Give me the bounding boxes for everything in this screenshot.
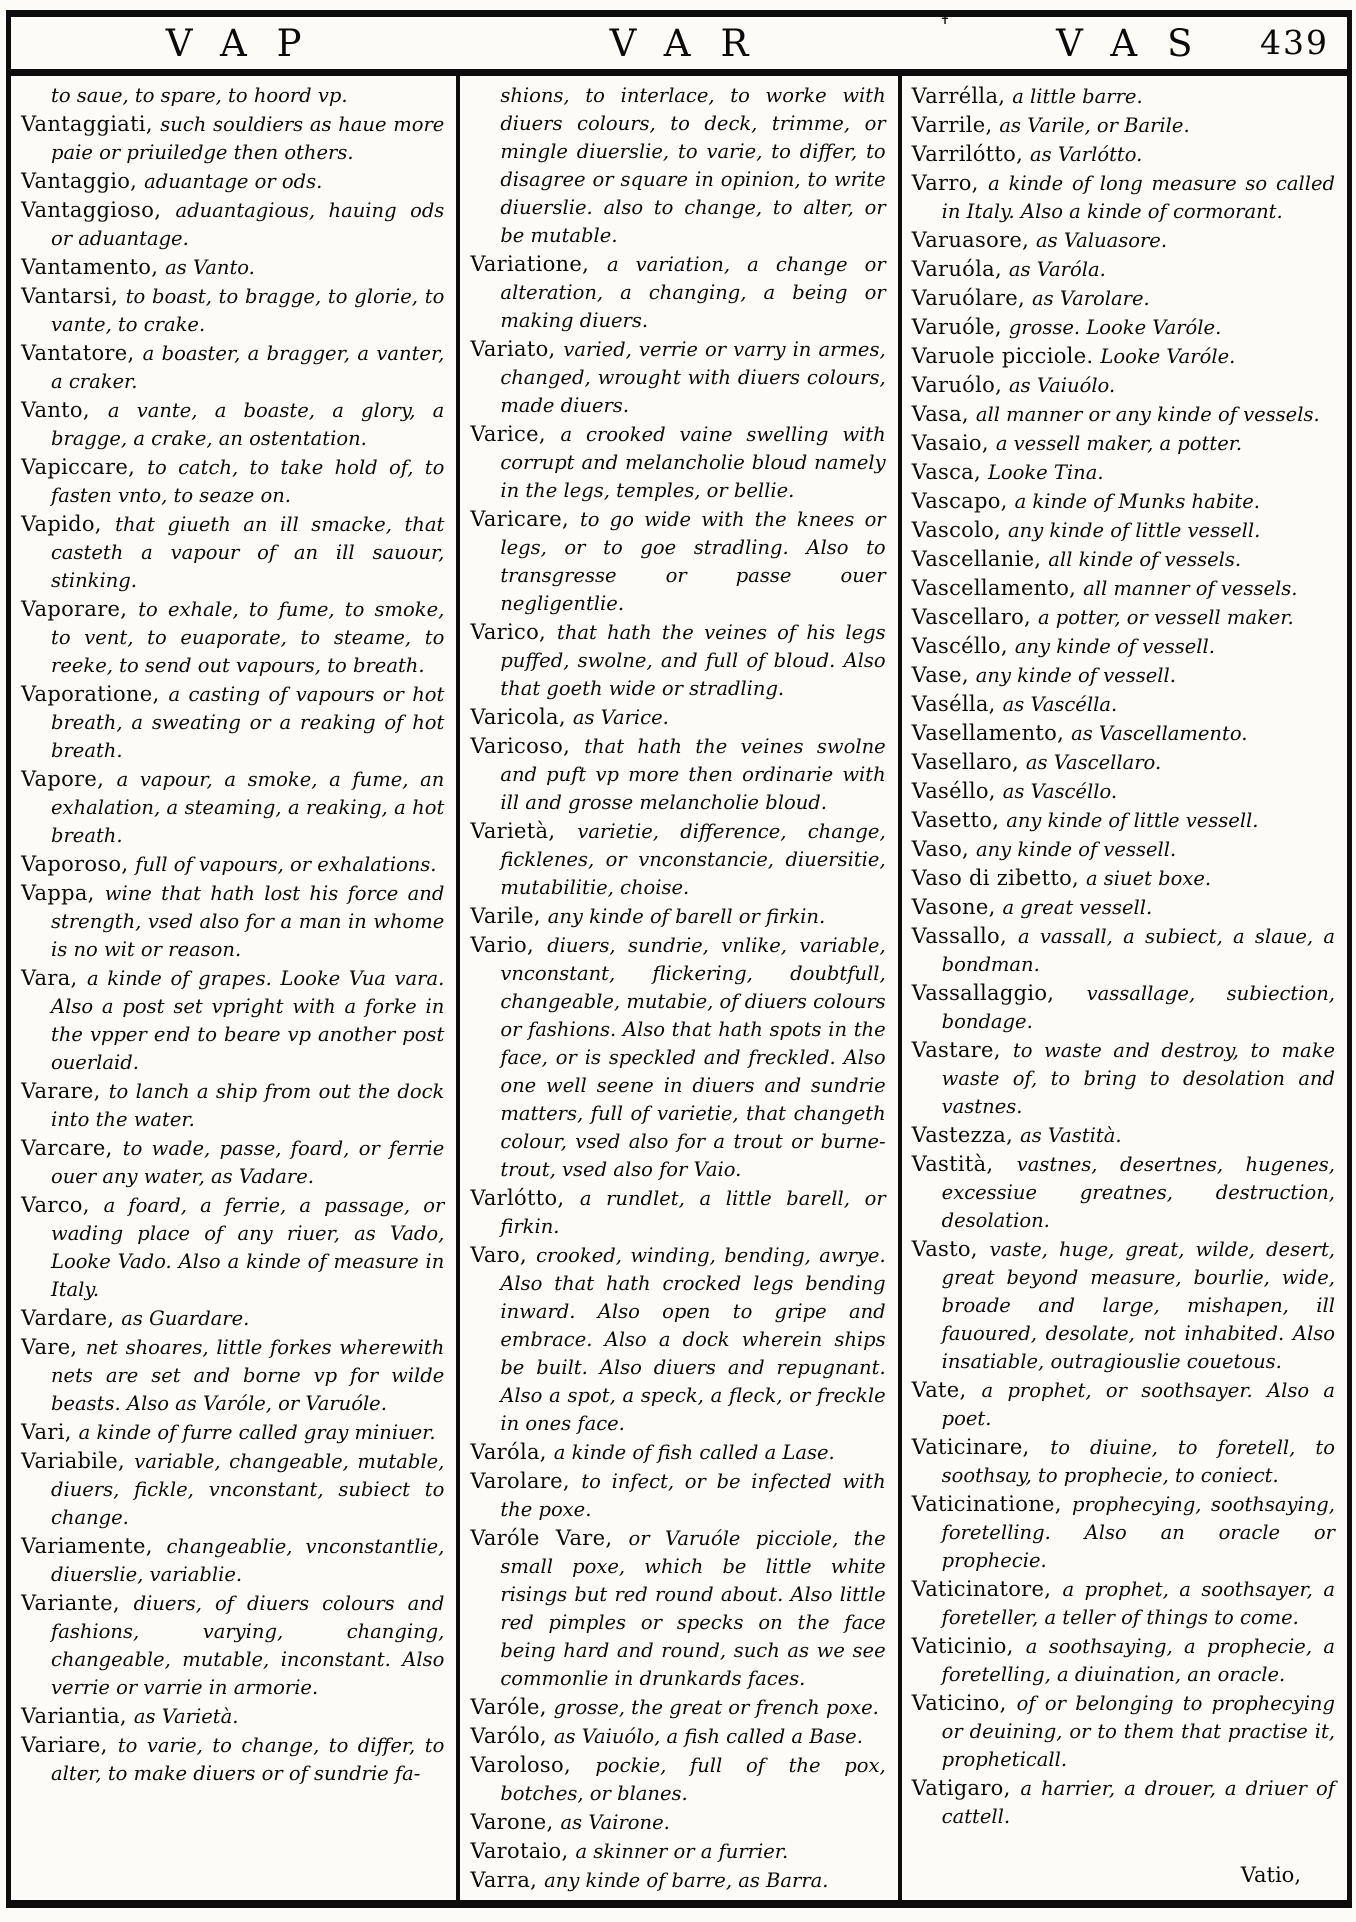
entry-definition: that hath the veines swolne and puft vp more then ordinarie with ill and grosse melancholie bloud.	[500, 735, 886, 814]
entry-definition: wine that hath lost his force and strength, vsed also for a man in whome is no wit or reason.	[51, 882, 445, 961]
dictionary-entry	[21, 339, 444, 396]
dictionary-entry	[470, 335, 885, 420]
entry-headword: Vardare,	[21, 1306, 122, 1330]
text-column	[470, 82, 885, 1895]
entry-definition: to catch, to take hold of, to fasten vnto, to seaze on.	[51, 456, 445, 507]
entry-definition: a kinde of grapes. Looke Vua vara. Also a post set vpright with a forke in the vpper end to beare vp another post ouerlaid.	[51, 967, 445, 1074]
dictionary-entry	[912, 1575, 1335, 1632]
dictionary-entry	[21, 1702, 444, 1731]
dictionary-entry	[912, 371, 1335, 400]
dictionary-entry	[470, 618, 885, 703]
entry-definition: to varie, to change, to differ, to alter, to make diuers or of sundrie fa-	[51, 1734, 445, 1785]
entry-definition: variable, changeable, mutable, diuers, fickle, vnconstant, subiect to change.	[51, 1450, 445, 1529]
dictionary-entry	[470, 1808, 885, 1837]
entry-headword: Vascellaro,	[911, 605, 1038, 629]
entry-definition: such souldiers as haue more paie or priuiledge then others.	[51, 113, 445, 164]
entry-headword: Varóla,	[470, 1440, 554, 1464]
entry-definition: a crooked vaine swelling with corrupt and melancholie bloud namely in the legs, temples, or bellie.	[500, 423, 886, 502]
dictionary-entry	[470, 732, 885, 817]
dictionary-entry	[21, 1731, 444, 1788]
entry-headword: Varicola,	[470, 705, 573, 729]
entry-headword: Variatione,	[470, 252, 607, 276]
dictionary-entry	[912, 864, 1335, 893]
entry-headword: Varcare,	[21, 1136, 123, 1160]
dictionary-entry	[912, 835, 1335, 864]
entry-headword: Vassallo,	[911, 924, 1018, 948]
dictionary-entry	[912, 1490, 1335, 1575]
dictionary-entry	[21, 453, 444, 510]
dictionary-entry	[912, 255, 1335, 284]
entry-definition: a potter, or vessell maker.	[1037, 606, 1294, 629]
entry-definition: all manner or any kinde of vessels.	[975, 403, 1320, 426]
entry-definition: crooked, winding, bending, awrye. Also that hath crocked legs bending inward. Also open to gripe and embrace. Also a dock wherein ships be built. Also diuers and repugnant. Also a spot, a speck, a fleck, or freckle in ones face.	[500, 1244, 886, 1435]
dictionary-entry	[21, 196, 444, 253]
dictionary-entry	[912, 429, 1335, 458]
entry-headword: Vascellamento,	[911, 576, 1084, 600]
entry-definition: a vapour, a smoke, a fume, an exhalation, a steaming, a reaking, a hot breath.	[51, 768, 445, 847]
dictionary-entry	[912, 1235, 1335, 1376]
dictionary-entry	[912, 1632, 1335, 1689]
dictionary-entry	[470, 1438, 885, 1467]
entry-headword: Varice,	[470, 422, 561, 446]
dictionary-entry	[21, 1589, 444, 1702]
entry-definition: Looke Tina.	[987, 461, 1104, 484]
entry-definition: to lanch a ship from out the dock into the water.	[51, 1080, 445, 1131]
dictionary-entry	[21, 282, 444, 339]
entry-headword: Variante,	[21, 1591, 134, 1615]
entry-headword: Vaso di zibetto,	[911, 866, 1086, 890]
entry-definition: as Vanto.	[165, 256, 255, 279]
entry-definition: of or belonging to prophecying or deuining, or to them that practise it, propheticall.	[941, 1692, 1335, 1771]
entry-headword: Vaporoso,	[21, 852, 136, 876]
entry-definition: a siuet boxe.	[1085, 867, 1212, 890]
dictionary-entry	[912, 603, 1335, 632]
entry-definition: as Varietà.	[133, 1705, 239, 1728]
entry-definition: as Varice.	[572, 706, 669, 729]
dictionary-entry	[912, 1433, 1335, 1490]
entry-headword: Vapore,	[21, 767, 117, 791]
dictionary-entry	[21, 110, 444, 167]
entry-headword: Vascolo,	[911, 518, 1009, 542]
entry-headword: Vario,	[470, 933, 548, 957]
header-section-var: VAR	[609, 21, 779, 65]
entry-definition: grosse. Looke Varóle.	[1008, 316, 1222, 339]
entry-definition: as Guardare.	[121, 1307, 250, 1330]
entry-headword: Variato,	[470, 337, 564, 361]
entry-headword: Vasellaro,	[911, 750, 1026, 774]
entry-definition: a harrier, a drouer, a driuer of cattell.	[941, 1777, 1335, 1828]
entry-headword: Varra,	[470, 1868, 545, 1892]
dictionary-entry	[912, 140, 1335, 169]
entry-definition: or Varuóle picciole, the small poxe, which be little white risings but red round about. Also little red pimples or specks on the face being hard and round, such as we see commonlie in drunkards faces.	[500, 1527, 886, 1690]
entry-definition: as Vastità.	[1020, 1124, 1122, 1147]
dictionary-entry	[912, 284, 1335, 313]
entry-definition: full of vapours, or exhalations.	[135, 853, 437, 876]
entry-definition: a vessell maker, a potter.	[995, 432, 1243, 455]
dictionary-entry	[912, 1689, 1335, 1774]
entry-headword: Varuasore,	[911, 228, 1037, 252]
entry-headword: Varuólo,	[911, 373, 1010, 397]
entry-definition: to saue, to spare, to hoord vp.	[51, 84, 348, 107]
dictionary-entry	[21, 1333, 444, 1418]
entry-headword: Vaticino,	[911, 1691, 1017, 1715]
catchword: Vatio,	[1240, 1863, 1301, 1887]
dictionary-entry	[470, 1837, 885, 1866]
dictionary-entry	[470, 420, 885, 505]
dictionary-entry	[470, 505, 885, 618]
entry-definition: as Vascellaro.	[1025, 751, 1162, 774]
dictionary-entry	[912, 1121, 1335, 1150]
entry-definition: a little barre.	[1012, 85, 1143, 108]
dictionary-entry	[470, 902, 885, 931]
entry-definition: a casting of vapours or hot breath, a sweating or a reaking of hot breath.	[51, 683, 445, 762]
entry-headword: Varile,	[470, 904, 548, 928]
entry-headword: Varietà,	[470, 819, 578, 843]
entry-headword: Vase,	[911, 663, 976, 687]
entry-headword: Vantamento,	[21, 255, 166, 279]
entry-definition: a kinde of furre called gray miniuer.	[78, 1421, 436, 1444]
dictionary-entry	[912, 661, 1335, 690]
dictionary-entry	[21, 850, 444, 879]
entry-definition: net shoares, little forkes wherewith nets are set and borne vp for wilde beasts. Also as Varóle, or Varuóle.	[51, 1336, 445, 1415]
dictionary-entry	[21, 1532, 444, 1589]
dictionary-entry	[470, 1524, 885, 1693]
entry-definition: to go wide with the knees or legs, or to goe stradling. Also to transgresse or passe ouer negligentlie.	[500, 508, 886, 615]
entry-headword: Vasa,	[911, 402, 976, 426]
entry-headword: Varrélla,	[911, 84, 1013, 108]
entry-definition: varied, verrie or varry in armes, changed, wrought with diuers colours, made diuers.	[500, 338, 886, 417]
entry-definition: all kinde of vessels.	[1048, 548, 1242, 571]
entry-headword: Vapido,	[21, 512, 116, 536]
entry-definition: diuers, sundrie, vnlike, variable, vnconstant, flickering, doubtfull, changeable, mutabie, of diuers colours or fashions. Also that hath spots in the face, or is speckled and freckled. Also one well seene in diuers and sundrie matters, full of varietie, that changeth colour, vsed also for a trout or burne-trout, vsed also for Vaio.	[500, 934, 886, 1181]
entry-definition: a kinde of long measure so called in Italy. Also a kinde of cormorant.	[941, 172, 1335, 223]
entry-headword: Vaporare,	[21, 597, 139, 621]
entry-definition: any kinde of vessell.	[975, 664, 1176, 687]
entry-definition: as Vascéllo.	[1002, 780, 1118, 803]
dictionary-entry	[470, 1184, 885, 1241]
entry-definition: any kinde of barell or firkin.	[547, 905, 826, 928]
dictionary-entry	[21, 510, 444, 595]
dictionary-entry	[470, 1751, 885, 1808]
entry-headword: Vaséllo,	[911, 779, 1003, 803]
dictionary-entry	[21, 1418, 444, 1447]
dictionary-entry	[21, 396, 444, 453]
entry-headword: Varrilótto,	[911, 142, 1031, 166]
entry-definition: pockie, full of the pox, botches, or blanes.	[500, 1754, 886, 1805]
entry-headword: Varuólare,	[911, 286, 1032, 310]
entry-definition: vastnes, desertnes, hugenes, excessiue greatnes, destruction, desolation.	[941, 1153, 1335, 1232]
dictionary-entry	[912, 806, 1335, 835]
dictionary-entry	[470, 1866, 885, 1895]
page-number: 439	[1260, 23, 1329, 62]
entry-definition: as Vairone.	[560, 1811, 670, 1834]
dictionary-entry	[21, 167, 444, 196]
entry-headword: Varicoso,	[470, 734, 585, 758]
entry-headword: Vaso,	[911, 837, 976, 861]
entry-headword: Varlótto,	[470, 1186, 580, 1210]
entry-definition: grosse, the great or french poxe.	[553, 1696, 879, 1719]
entry-headword: Varolare,	[470, 1469, 582, 1493]
entry-definition: as Vaiuólo.	[1009, 374, 1116, 397]
dictionary-entry	[470, 1241, 885, 1438]
dictionary-entry	[21, 1077, 444, 1134]
dictionary-entry	[21, 253, 444, 282]
entry-definition: to boast, to bragge, to glorie, to vante, to crake.	[51, 285, 445, 336]
entry-headword: Vasélla,	[911, 692, 1003, 716]
entry-headword: Vastezza,	[911, 1123, 1021, 1147]
entry-definition: as Vascellamento.	[1071, 722, 1248, 745]
entry-headword: Varo,	[470, 1243, 537, 1267]
dictionary-entry	[21, 680, 444, 765]
entry-definition: to wade, passe, foard, or ferrie ouer any water, as Vadare.	[51, 1137, 445, 1188]
entry-headword: Varóle Vare,	[470, 1526, 629, 1550]
entry-headword: Vastare,	[911, 1038, 1013, 1062]
dictionary-entry	[470, 703, 885, 732]
entry-headword: Varco,	[21, 1193, 104, 1217]
dictionary-entry	[912, 111, 1335, 140]
entry-definition: aduantagious, hauing ods or aduantage.	[51, 199, 445, 250]
entry-definition: to exhale, to fume, to smoke, to vent, to euaporate, to steame, to reeke, to send out vapours, to breath.	[51, 598, 445, 677]
entry-headword: Vari,	[21, 1420, 79, 1444]
entry-definition: a kinde of Munks habite.	[1014, 490, 1261, 513]
dictionary-entry	[912, 545, 1335, 574]
entry-headword: Vaticinatione,	[911, 1492, 1072, 1516]
entry-headword: Vantaggiati,	[21, 112, 161, 136]
entry-headword: Vanto,	[21, 398, 108, 422]
entry-headword: Vara,	[21, 966, 87, 990]
dictionary-entry	[470, 250, 885, 335]
entry-definition: a prophet, or soothsayer. Also a poet.	[941, 1379, 1335, 1430]
entry-headword: Variamente,	[21, 1534, 167, 1558]
entry-headword: Vasca,	[911, 460, 988, 484]
entry-headword: Varólo,	[470, 1724, 554, 1748]
dictionary-entry	[21, 82, 444, 110]
entry-definition: any kinde of little vessell.	[1008, 519, 1261, 542]
entry-definition: that giueth an ill smacke, that casteth a vapour of an ill sauour, stinking.	[51, 513, 445, 592]
dictionary-entry	[912, 313, 1335, 342]
entry-definition: any kinde of vessell.	[976, 838, 1177, 861]
column-2	[456, 76, 901, 1900]
dictionary-entry	[912, 893, 1335, 922]
entry-headword: Vatigaro,	[911, 1776, 1021, 1800]
entry-headword: Variare,	[21, 1733, 118, 1757]
entry-definition: a variation, a change or alteration, a changing, a being or making diuers.	[500, 253, 886, 332]
running-header	[11, 13, 1347, 76]
dictionary-entry	[912, 1774, 1335, 1831]
entry-definition: vaste, huge, great, wilde, desert, great beyond measure, bourlie, wide, broade and large, mishapen, ill fauoured, desolate, not inhabited. Also insatiable, outragiouslie couetous.	[941, 1238, 1335, 1373]
entry-headword: Variabile,	[21, 1449, 135, 1473]
dictionary-entry	[21, 765, 444, 850]
dictionary-entry	[912, 1036, 1335, 1121]
entry-definition: changeablie, vnconstantlie, diuerslie, variablie.	[51, 1535, 445, 1586]
entry-headword: Vantaggio,	[21, 169, 145, 193]
entry-definition: as Varolare.	[1031, 287, 1150, 310]
entry-headword: Vaticinio,	[911, 1634, 1026, 1658]
entry-headword: Vaticinare,	[911, 1435, 1051, 1459]
entry-headword: Vastità,	[911, 1152, 1017, 1176]
dictionary-entry	[21, 1191, 444, 1304]
printer-mark: ✝	[940, 13, 951, 27]
dictionary-entry	[21, 595, 444, 680]
entry-definition: a rundlet, a little barell, or firkin.	[500, 1187, 886, 1238]
entry-definition: a prophet, a soothsayer, a foreteller, a teller of things to come.	[941, 1578, 1335, 1629]
entry-headword: Vantarsi,	[21, 284, 126, 308]
dictionary-entry	[21, 964, 444, 1077]
dictionary-entry	[912, 922, 1335, 979]
dictionary-entry	[470, 1722, 885, 1751]
entry-definition: a kinde of fish called a Lase.	[553, 1441, 835, 1464]
entry-headword: Vappa,	[21, 881, 105, 905]
entry-definition: as Varóla.	[1008, 258, 1106, 281]
entry-definition: a foard, a ferrie, a passage, or wading place of any riuer, as Vado, Looke Vado. Also a kinde of measure in Italy.	[51, 1194, 445, 1301]
dictionary-entry	[470, 82, 885, 250]
dictionary-entry	[912, 226, 1335, 255]
entry-definition: Looke Varóle.	[1100, 345, 1236, 368]
dictionary-entry	[470, 1693, 885, 1722]
entry-definition: a soothsaying, a prophecie, a foretelling, a diuination, an oracle.	[941, 1635, 1335, 1686]
header-section-vas: VAS	[1056, 21, 1223, 65]
entry-definition: a boaster, a bragger, a vanter, a craker.	[51, 342, 445, 393]
dictionary-entry	[912, 516, 1335, 545]
entry-headword: Varoloso,	[470, 1753, 596, 1777]
entry-headword: Vascapo,	[911, 489, 1015, 513]
entry-headword: Vasaio,	[911, 431, 996, 455]
dictionary-entry	[21, 1134, 444, 1191]
dictionary-entry	[912, 169, 1335, 226]
entry-definition: to infect, or be infected with the poxe.	[500, 1470, 886, 1521]
entry-headword: Vantaggioso,	[21, 198, 176, 222]
entry-definition: a skinner or a furrier.	[575, 1840, 789, 1863]
dictionary-entry	[912, 400, 1335, 429]
entry-definition: all manner of vessels.	[1083, 577, 1298, 600]
dictionary-entry	[912, 719, 1335, 748]
entry-definition: that hath the veines of his legs puffed, swolne, and full of bloud. Also that goeth wide or stradling.	[500, 621, 886, 700]
entry-headword: Vasellamento,	[911, 721, 1072, 745]
entry-headword: Varuole picciole.	[911, 344, 1101, 368]
dictionary-entry	[21, 879, 444, 964]
entry-headword: Vasetto,	[911, 808, 1007, 832]
entry-definition: any kinde of vessell.	[1014, 635, 1215, 658]
entry-headword: Vascéllo,	[911, 634, 1015, 658]
entry-headword: Vasone,	[911, 895, 1003, 919]
column-3	[902, 76, 1347, 1900]
dictionary-entry	[470, 1467, 885, 1524]
entry-headword: Vantatore,	[21, 341, 143, 365]
entry-headword: Vare,	[21, 1335, 86, 1359]
dictionary-entry	[912, 632, 1335, 661]
dictionary-entry	[912, 458, 1335, 487]
dictionary-entry	[21, 1304, 444, 1333]
entry-definition: a great vessell.	[1002, 896, 1153, 919]
page-body	[11, 76, 1347, 1900]
entry-definition: to waste and destroy, to make waste of, to bring to desolation and vastnes.	[941, 1039, 1335, 1118]
entry-definition: as Vaiuólo, a fish called a Base.	[553, 1725, 863, 1748]
dictionary-entry	[912, 777, 1335, 806]
dictionary-entry	[470, 817, 885, 902]
entry-definition: as Varile, or Barile.	[999, 114, 1190, 137]
dictionary-entry	[912, 82, 1335, 111]
entry-headword: Vassallaggio,	[911, 981, 1087, 1005]
entry-headword: Varuóla,	[911, 257, 1009, 281]
entry-headword: Vascellanie,	[911, 547, 1049, 571]
entry-headword: Varuóle,	[911, 315, 1009, 339]
dictionary-entry	[912, 342, 1335, 371]
entry-headword: Varóle,	[470, 1695, 554, 1719]
entry-headword: Vasto,	[911, 1237, 990, 1261]
entry-headword: Varrile,	[911, 113, 1000, 137]
entry-definition: a vante, a boaste, a glory, a bragge, a crake, an ostentation.	[51, 399, 445, 450]
entry-definition: shions, to interlace, to worke with diuers colours, to deck, trimme, or mingle diuerslie, to varie, to differ, to disagree or square in opinion, to write diuerslie. also to change, to alter, or be mutable.	[500, 84, 886, 247]
header-section-vap: VAP	[165, 21, 332, 65]
text-column	[21, 82, 444, 1788]
entry-headword: Varotaio,	[470, 1839, 576, 1863]
dictionary-entry	[912, 690, 1335, 719]
entry-definition: diuers, of diuers colours and fashions, varying, changing, changeable, mutable, inconstant. Also verrie or varrie in armorie.	[51, 1592, 445, 1699]
entry-headword: Varico,	[470, 620, 558, 644]
entry-definition: vassallage, subiection, bondage.	[941, 982, 1335, 1033]
text-column	[912, 82, 1335, 1831]
entry-definition: any kinde of little vessell.	[1006, 809, 1259, 832]
dictionary-entry	[912, 748, 1335, 777]
entry-definition: aduantage or ods.	[144, 170, 323, 193]
entry-headword: Vapiccare,	[21, 455, 148, 479]
column-1	[11, 76, 456, 1900]
dictionary-entry	[912, 487, 1335, 516]
dictionary-entry	[912, 1150, 1335, 1235]
entry-definition: as Valuasore.	[1036, 229, 1168, 252]
entry-headword: Vaporatione,	[21, 682, 169, 706]
entry-definition: prophecying, soothsaying, foretelling. Also an oracle or prophecie.	[941, 1493, 1335, 1572]
dictionary-entry	[912, 574, 1335, 603]
dictionary-entry	[21, 1447, 444, 1532]
entry-headword: Vaticinatore,	[911, 1577, 1063, 1601]
dictionary-entry	[912, 1376, 1335, 1433]
entry-headword: Varro,	[911, 171, 989, 195]
entry-definition: any kinde of barre, as Barra.	[544, 1869, 829, 1892]
entry-headword: Varicare,	[470, 507, 580, 531]
entry-definition: a vassall, a subiect, a slaue, a bondman.	[941, 925, 1335, 976]
entry-headword: Varare,	[21, 1079, 109, 1103]
dictionary-entry	[470, 931, 885, 1184]
entry-definition: varietie, difference, change, ficklenes, or vnconstancie, diuersitie, mutabilitie, choise.	[500, 820, 886, 899]
entry-definition: as Vascélla.	[1002, 693, 1118, 716]
entry-definition: as Varlótto.	[1030, 143, 1143, 166]
entry-headword: Vate,	[911, 1378, 982, 1402]
entry-headword: Variantia,	[21, 1704, 134, 1728]
page-frame	[6, 10, 1352, 1908]
dictionary-entry	[912, 979, 1335, 1036]
entry-headword: Varone,	[470, 1810, 561, 1834]
entry-definition: to diuine, to foretell, to soothsay, to prophecie, to coniect.	[941, 1436, 1336, 1487]
